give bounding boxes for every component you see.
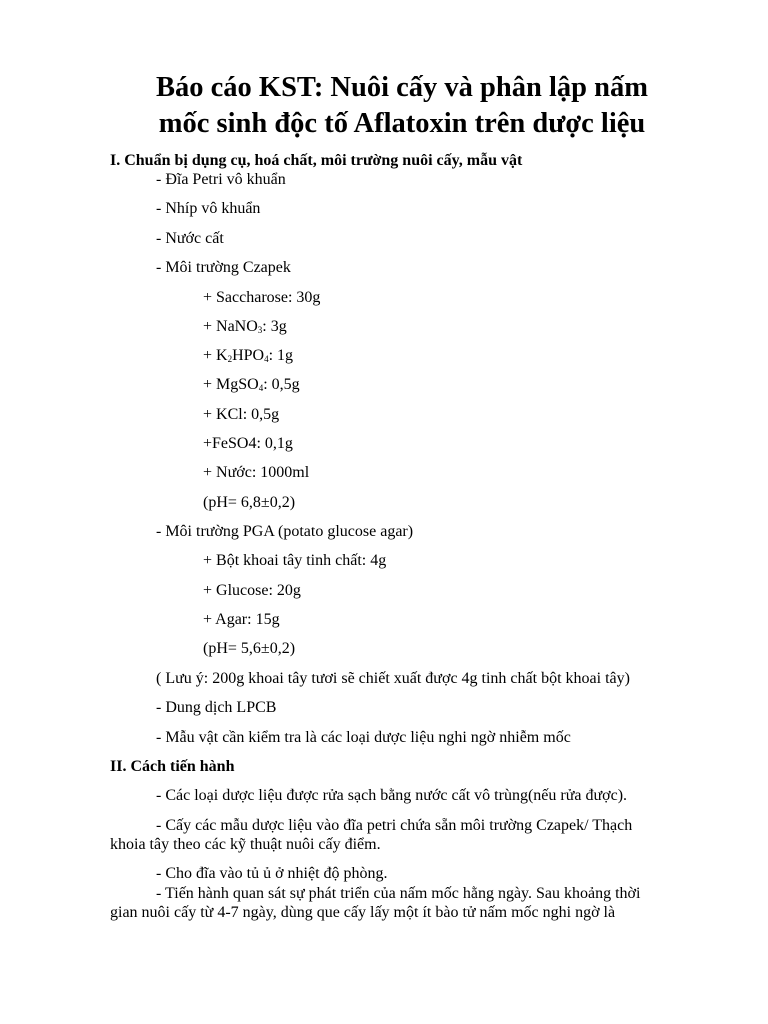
czapek-k2hpo4: + $K_2HPO_4$: 1g (203, 347, 294, 364)
czapek-nano3: + NaNO$_3$: 3g (203, 318, 287, 335)
item-lpcb: - Dung dịch LPCB (156, 699, 277, 716)
item-petri: - Đĩa Petri vô khuẩn (156, 171, 286, 188)
czapek-mgso4: + MgSO$_4$: 0,5g (203, 376, 300, 393)
czapek-ph: (pH= 6,8±0,2) (203, 494, 296, 511)
pga-ph: (pH= 5,6±0,2) (203, 640, 296, 657)
document-title (90, 70, 714, 142)
section-1-heading: I. Chuẩn bị dụng cụ, hoá chất, môi trường nuôi cấy, mẫu vật (110, 152, 523, 169)
item-pga: - Môi trường PGA (potato glucose agar) (156, 523, 414, 540)
pga-bot-khoai-tay: + Bột khoai tây tinh chất: 4g (203, 552, 387, 569)
step-3: - Cho đĩa vào tủ ủ ở nhiệt độ phòng. (156, 865, 388, 882)
item-mau-vat: - Mẫu vật cần kiểm tra là các loại dược liệu nghi ngờ nhiễm mốc (156, 729, 571, 746)
step-1: - Các loại dược liệu được rửa sạch bằng nước cất vô trùng(nếu rửa được). (156, 787, 628, 804)
pga-agar: + Agar: 15g (203, 611, 280, 628)
item-nuoc-cat: - Nước cất (156, 230, 224, 247)
pga-glucose: + Glucose: 20g (203, 582, 301, 599)
note-potato: ( Lưu ý: 200g khoai tây tươi sẽ chiết xuất được 4g tinh chất bột khoai tây) (156, 670, 630, 687)
step-4: - Tiến hành quan sát sự phát triển của nấm mốc hằng ngày. Sau khoảng thời gian nuôi cấy từ 4-7 ngày, dùng que cấy lấy một ít bào tử nấm mốc nghi ngờ là (110, 885, 641, 921)
czapek-kcl: + KCl: 0,5g (203, 406, 280, 423)
title-line-1: Báo cáo KST: Nuôi cấy và phân lập nấm (156, 72, 648, 103)
title-line-2: mốc sinh độc tố Aflatoxin trên dược liệu (158, 108, 646, 139)
section-2-heading: II. Cách tiến hành (110, 758, 235, 775)
czapek-saccharose: + Saccharose: 30g (203, 289, 321, 306)
czapek-nuoc: + Nước: 1000ml (203, 464, 310, 481)
item-czapek: - Môi trường Czapek (156, 259, 291, 276)
czapek-feso4: +FeSO4: 0,1g (203, 435, 293, 452)
item-nhip: - Nhíp vô khuẩn (156, 200, 261, 217)
step-2: - Cấy các mẫu dược liệu vào đĩa petri chứa sẵn môi trường Czapek/ Thạch khoia tây theo các kỹ thuật nuôi cấy điểm. (110, 817, 633, 853)
